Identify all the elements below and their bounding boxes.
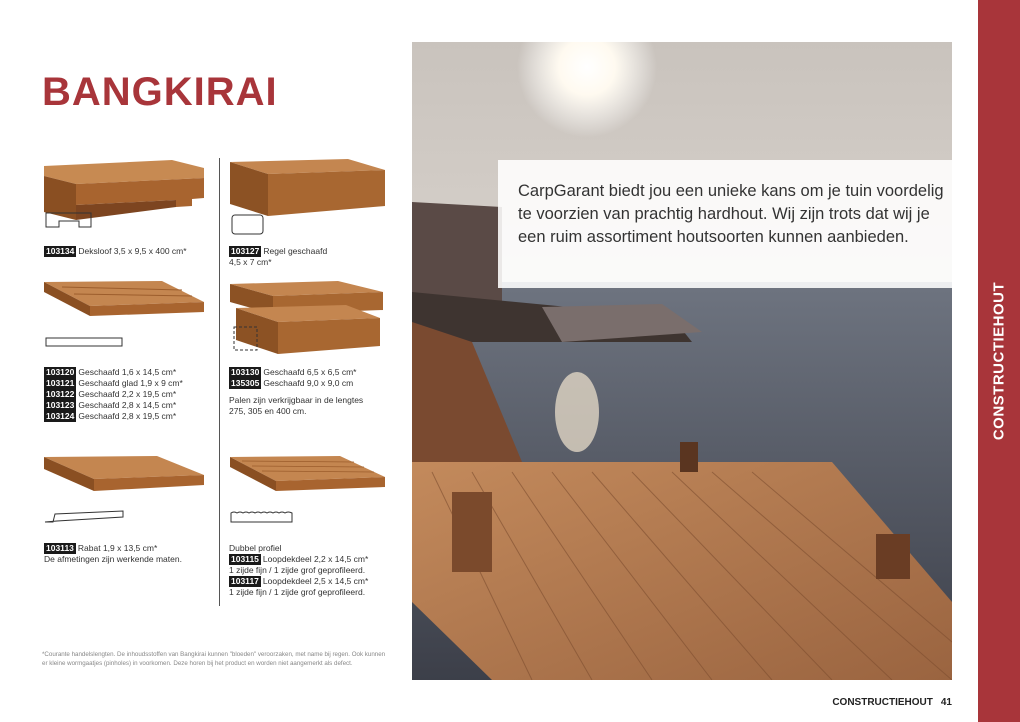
geschaafd-profile-icon bbox=[45, 336, 125, 348]
sidebar-label: CONSTRUCTIEHOUT bbox=[990, 281, 1008, 441]
product-4-spec: 103130 Geschaafd 6,5 x 6,5 cm* 135305 Geschaafd 9,0 x 9,0 cm Palen zijn verkrijgbaar in de lengtes 275, 305 en 400 cm. bbox=[229, 367, 364, 416]
geschaafd-plank-image bbox=[42, 280, 207, 340]
rabat-plank-image bbox=[42, 455, 207, 510]
product-2-spec: 103127 Regel geschaafd 4,5 x 7 cm* bbox=[229, 246, 328, 267]
page-number: 41 bbox=[940, 697, 952, 708]
rabat-profile-icon bbox=[43, 510, 125, 524]
page-footer bbox=[824, 697, 952, 708]
quote-text: CarpGarant biedt jou een unieke kans om je tuin voordelig te voorzien van prachtig hardhout. Wij zijn trots dat wij je een ruim assortiment houtsoorten kunnen aanbieden. bbox=[518, 182, 944, 246]
product-6-spec: Dubbel profiel 103115 Loopdekdeel 2,2 x 14,5 cm* 1 zijde fijn / 1 zijde grof geprofileerd. 103117 Loopdekdeel 2,5 x 14,5 cm* 1 zijde fijn / 1 zijde grof geprofileerd. bbox=[229, 543, 369, 597]
column-divider bbox=[219, 158, 220, 606]
quote-box bbox=[498, 160, 952, 288]
loopdek-plank-image bbox=[228, 455, 388, 510]
lake-jetty-photo bbox=[412, 42, 952, 680]
palen-profile-icon bbox=[233, 326, 259, 352]
product-1-spec: 103134 Deksloof 3,5 x 9,5 x 400 cm* bbox=[46, 246, 187, 256]
loopdek-profile-icon bbox=[230, 510, 294, 524]
regel-plank-image bbox=[228, 158, 388, 220]
regel-profile-icon bbox=[231, 214, 265, 236]
page-title: BANGKIRAI bbox=[42, 70, 278, 114]
footnote: *Courante handelslengten. De inhoudsstoffen van Bangkirai kunnen "bloeden" veroorzaken, met name bij regen. Ook kunnen er kleine wormgaatjes (pinholes) in voorkomen. Deze horen bij het product en worden niet aangemerkt als defect. bbox=[42, 651, 386, 667]
product-3-spec: 103120 Geschaafd 1,6 x 14,5 cm* 103121 Geschaafd glad 1,9 x 9 cm* 103122 Geschaafd 2,2 x 19,5 cm* 103123 Geschaafd 2,8 x 14,5 cm* 103124 Geschaafd 2,8 x 19,5 cm* bbox=[46, 367, 183, 421]
deksloof-profile-icon bbox=[45, 212, 93, 228]
product-5-spec: 103113 Rabat 1,9 x 13,5 cm* De afmetingen zijn werkende maten. bbox=[44, 543, 182, 564]
footer-section: CONSTRUCTIEHOUT bbox=[832, 697, 933, 708]
